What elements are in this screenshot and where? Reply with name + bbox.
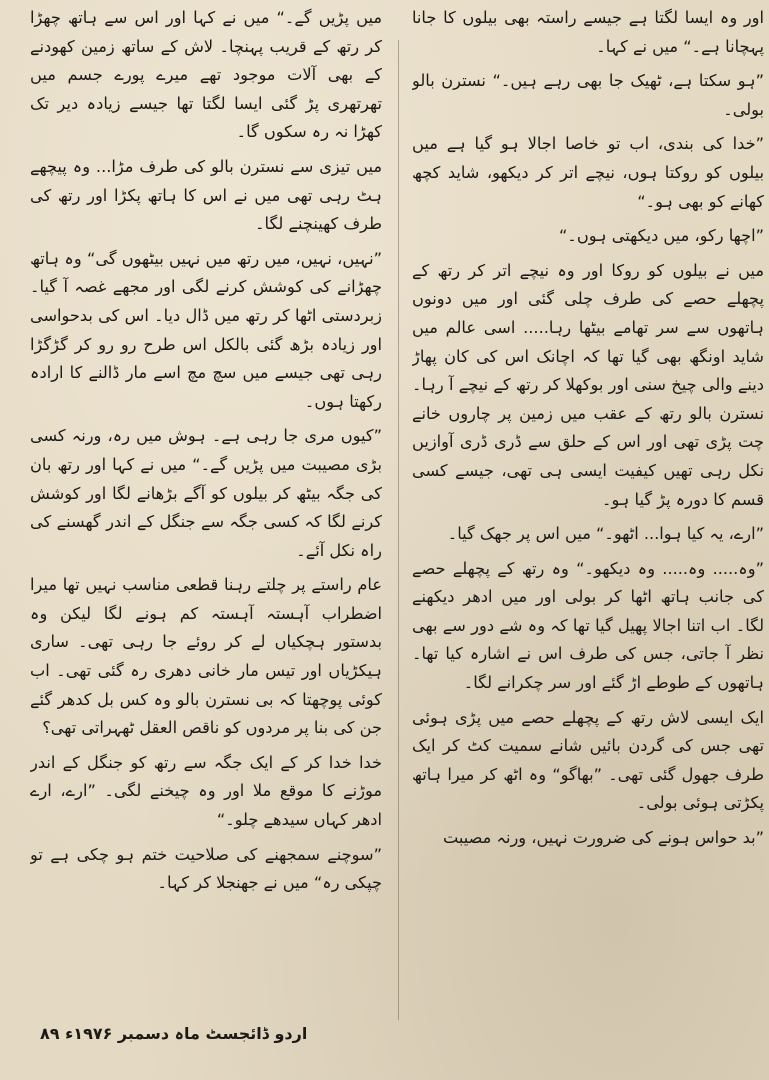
paragraph: اور وہ ایسا لگتا ہے جیسے راستہ بھی بیلوں کا جانا پہچانا ہے۔“ میں نے کہا۔ [412,8,764,56]
paragraph: ایک ایسی لاش رتھ کے پچھلے حصے میں پڑی ہوئی تھی جس کی گردن بائیں شانے سمیت کٹ کر ایک طرف جھول گئی تھی۔ ”بھاگو“ وہ اٹھ کر میرا ہاتھ پکڑتی ہوئی بولی۔ [412,707,764,813]
paragraph: عام راستے پر چلتے رہنا قطعی مناسب نہیں تھا میرا اضطراب آہستہ آہستہ کم ہونے لگا لیکن وہ بدستور ہچکیاں لے کر روئے جا رہی تھی۔ ساری ہیکڑیاں اور تیس مار خانی دھری رہ گئی تھی۔ اب کوئی پوچھتا کہ بی نسترن بالو وہ کس بل کدھر گئے جن کی بنا پر مردوں کو ناقص العقل ٹھہراتی تھی؟ [30,575,382,738]
paragraph: میں نے بیلوں کو روکا اور وہ نیچے اتر کر رتھ کے پچھلے حصے کی طرف چلی گئی اور میں دونوں ہاتھوں سے سر تھامے بیٹھا رہا..... اسی عالم میں شاید اونگھ بھی گیا تھا کہ اچانک اس کی کان پھاڑ دینے والی چیخ سنی اور بوکھلا کر رتھ کے نیچے آ رہا۔ نسترن بالو رتھ کے عقب میں زمین پر چاروں خانے چت پڑی تھی اور اس کے حلق سے ڈری ڈری آوازیں نکل رہی تھیں کیفیت ایسی ہی تھی، جیسے کسی قسم کا دورہ پڑ گیا ہو۔ [412,260,764,509]
column-divider [398,40,399,1020]
paragraph: ”اچھا رکو، میں دیکھتی ہوں۔“ [559,226,764,246]
issue-date: ماہ دسمبر ۱۹۷۶ء [65,1024,200,1043]
paragraph: ”خدا کی بندی، اب تو خاصا اجالا ہو گیا ہے میں بیلوں کو روکتا ہوں، نیچے اتر کر دیکھو، شاید کچھ کھانے کو بھی ہو۔“ [412,134,764,211]
paragraph: ”سوچنے سمجھنے کی صلاحیت ختم ہو چکی ہے تو چپکی رہ“ میں نے جھنجلا کر کہا۔ [30,844,382,893]
page-number: ۸۹ [40,1024,60,1043]
paragraph: میں پڑیں گے۔“ میں نے کہا اور اس سے ہاتھ چھڑا کر رتھ کے قریب پہنچا۔ لاش کے ساتھ زمین کھودنے کے بھی آلات موجود تھے میرے پورے جسم میں تھرتھری پڑ گئی ایسا لگتا تھا جیسے زیادہ دیر تک کھڑا نہ رہ سکوں گا۔ [30,8,382,142]
magazine-name: اردو ڈائجسٹ [205,1024,308,1043]
paragraph: خدا خدا کر کے ایک جگہ سے رتھ کو جنگل کے اندر موڑنے کا موقع ملا اور وہ چیخنے لگی۔ ”ارے، ارے ادھر کہاں سیدھے چلو۔“ [30,752,382,830]
paragraph: ”وہ..... وہ..... وہ دیکھو۔“ وہ رتھ کے پچھلے حصے کی جانب ہاتھ اٹھا کر بولی اور میں ادھر دیکھنے لگا۔ اب اتنا اجالا پھیل گیا تھا کہ وہ شے دور سے بھی نظر آ جاتی، جس کی طرف اس نے اشارہ کیا تھا۔ ہاتھوں کے طوطے اڑ گئے اور سر چکرانے لگا۔ [412,558,764,693]
paragraph: ”کیوں مری جا رہی ہے۔ ہوش میں رہ، ورنہ کسی بڑی مصیبت میں پڑیں گے۔“ میں نے کہا اور رتھ بان کی جگہ بیٹھ کر بیلوں کو آگے بڑھانے لگا اور کوشش کرنے لگا کہ کسی جگہ سے جنگل کے اندر گھسنے کی راہ نکل آئے۔ [30,426,382,560]
paragraph: ”ہو سکتا ہے، ٹھیک جا بھی رہے ہیں۔“ نسترن بالو بولی۔ [412,71,764,119]
paragraph: میں تیزی سے نسترن بالو کی طرف مڑا... وہ پیچھے ہٹ رہی تھی میں نے اس کا ہاتھ پکڑا اور رتھ کی طرف کھینچنے لگا۔ [30,156,382,234]
paragraph: ”ارے، یہ کیا ہوا... اٹھو۔“ میں اس پر جھک گیا۔ [447,524,764,544]
paragraph: ”بد حواس ہونے کی ضرورت نہیں، ورنہ مصیبت [442,828,764,848]
right-text-column [412,4,764,1014]
left-text-column [30,4,382,1004]
page-footer [40,1024,360,1043]
paragraph: ”نہیں، نہیں، میں رتھ میں نہیں بیٹھوں گی“ وہ ہاتھ چھڑانے کی کوشش کرنے لگی اور مجھے غصہ آ گیا۔ زبردستی اٹھا کر رتھ میں ڈال دیا۔ اس کی بدحواسی اور زیادہ بڑھ گئی بالکل اس طرح رو رو کر گڑگڑا رہی تھی جیسے میں سچ مچ اسے مار ڈالنے کا ارادہ رکھتا ہوں۔ [30,248,382,411]
